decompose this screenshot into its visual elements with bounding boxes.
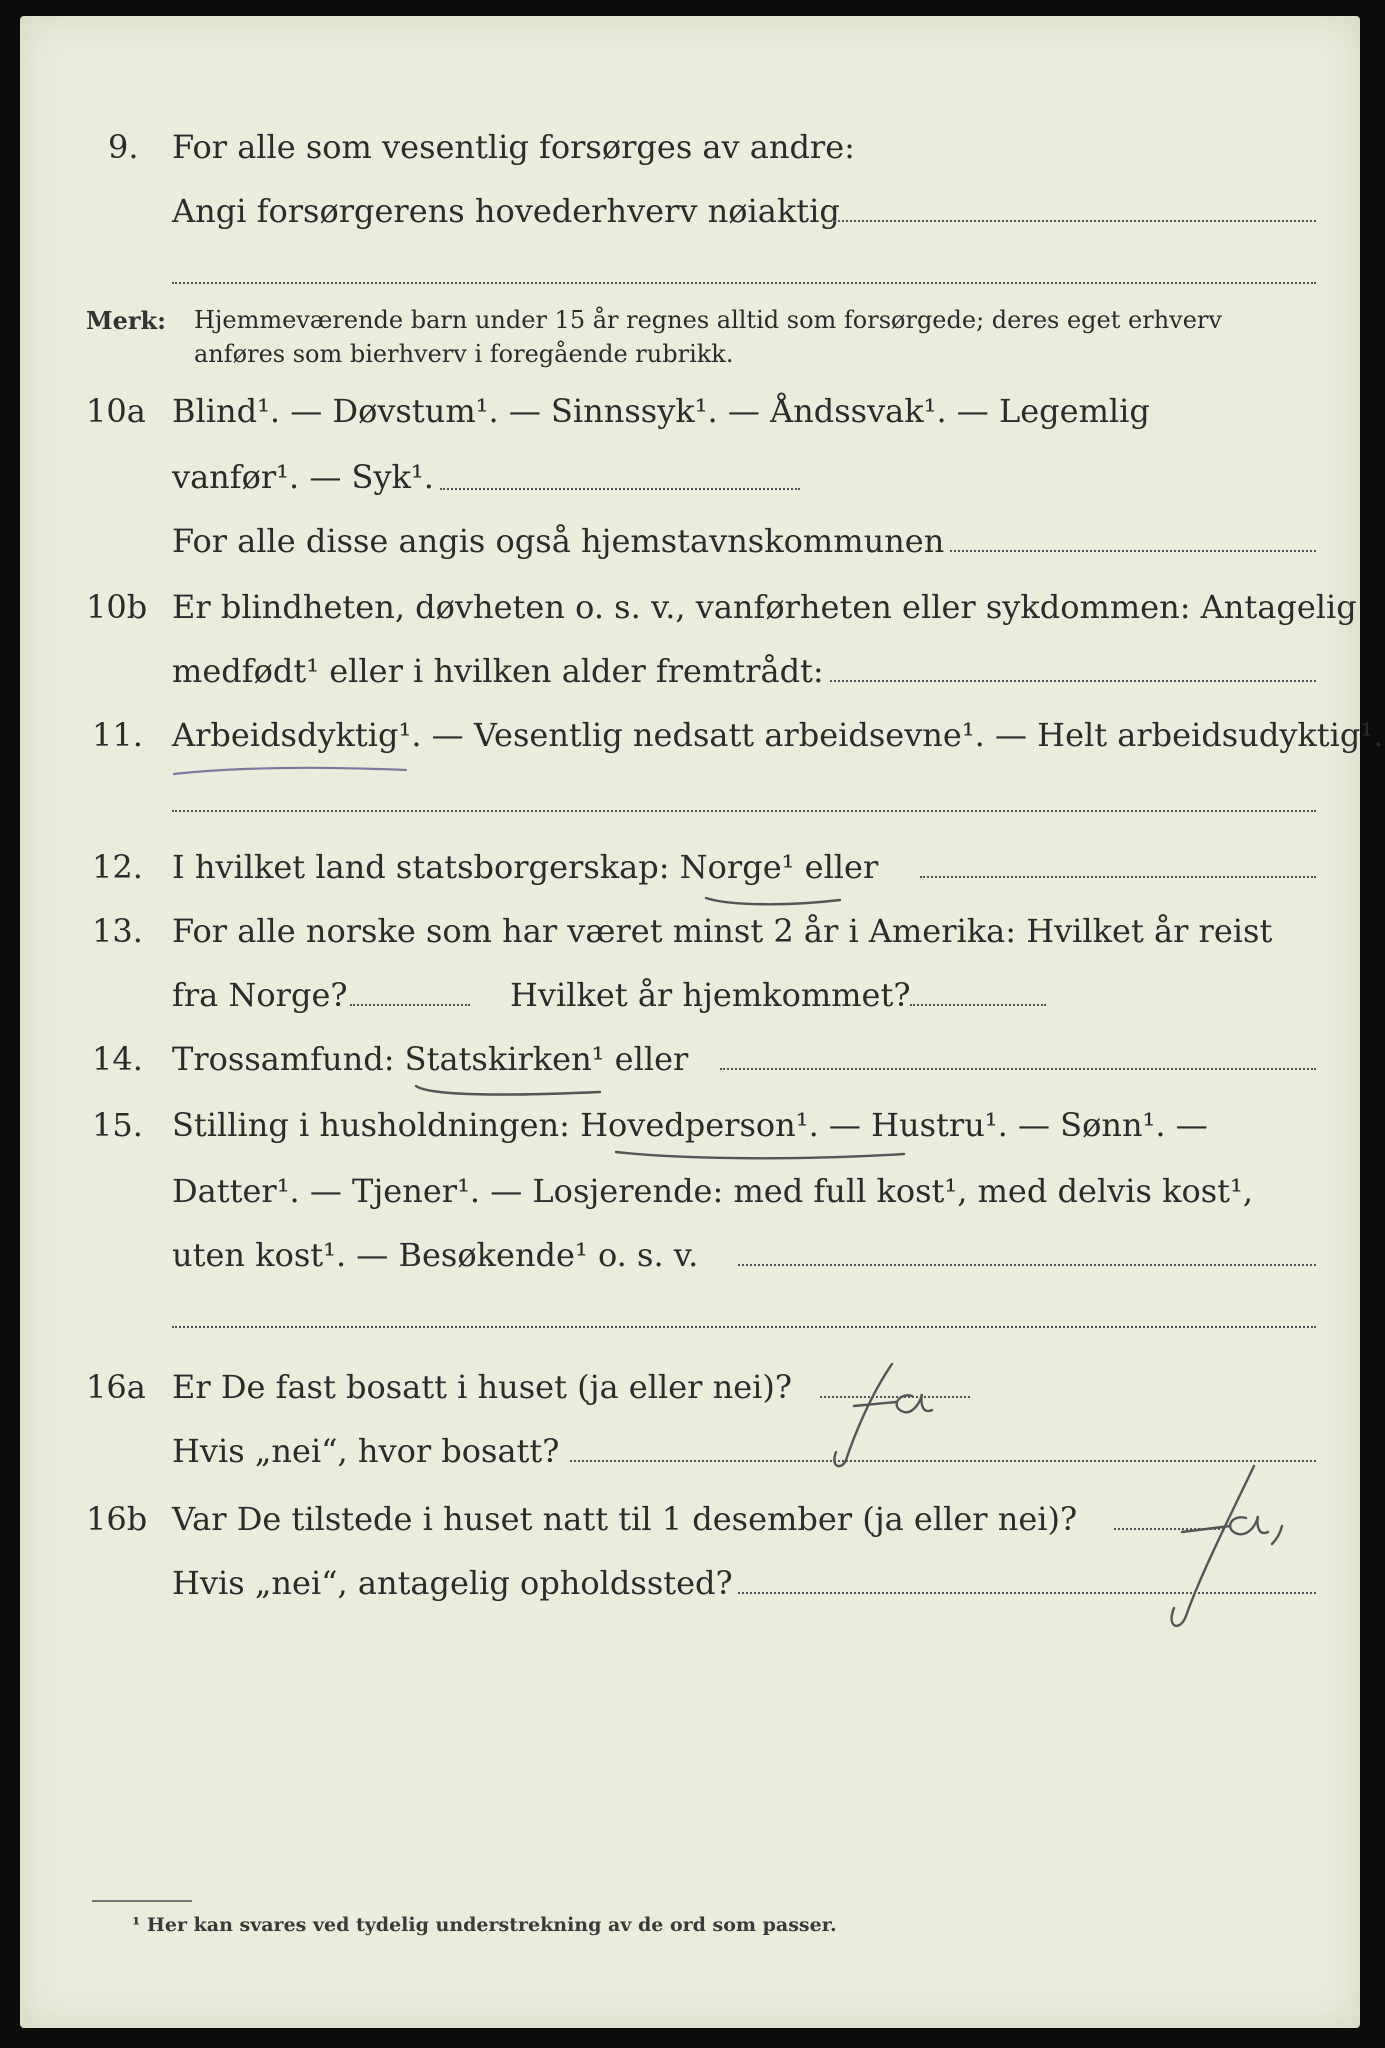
q13-line2b: Hvilket år hjemkommet? [510,976,911,1014]
q10a-number: 10a [86,392,146,430]
q13-number: 13. [92,912,143,950]
q15-hovedperson-underline [610,1140,910,1170]
q13-right-line [910,1004,1046,1006]
q9-answer-line-2 [172,282,1316,284]
q10a-answer-line [440,488,800,490]
q15-line1: Stilling i husholdningen: Hovedperson¹. — Hustru¹. — Sønn¹. — [172,1106,1208,1144]
q16a-number: 16a [86,1368,146,1406]
q10a-line3: For alle disse angis også hjemstavnskommunen [172,522,945,560]
q9-number: 9. [108,128,139,166]
q10a-line2: vanfør¹. — Syk¹. [172,458,434,496]
q16a-line2: Hvis „nei“, hvor bosatt? [172,1432,560,1470]
footnote-rule [92,1900,192,1902]
q15-line2: Datter¹. — Tjener¹. — Losjerende: med full kost¹, med delvis kost¹, [172,1172,1254,1210]
q11-pencil-underline [170,760,410,784]
q16a-answer-handwriting [800,1356,970,1476]
q15-answer-line [738,1264,1316,1266]
q12-answer-line [920,876,1316,878]
merk-line1: Hjemmeværende barn under 15 år regnes alltid som forsørgede; deres eget erhverv [194,306,1222,334]
q14-line1: Trossamfund: Statskirken¹ eller [172,1040,689,1078]
q15-number: 15. [92,1106,143,1144]
q9-line2: Angi forsørgerens hovederhverv nøiaktig [172,192,840,230]
q12-norge-underline [700,882,850,916]
merk-label: Merk: [86,306,166,335]
q13-line1: For alle norske som har været minst 2 år i Amerika: Hvilket år reist [172,912,1273,950]
q14-number: 14. [92,1040,143,1078]
q16b-opholdssted-line [738,1592,1316,1594]
q14-answer-line [720,1068,1316,1070]
q16b-line1: Var De tilstede i huset natt til 1 desember (ja eller nei)? [172,1500,1078,1538]
q15-line3: uten kost¹. — Besøkende¹ o. s. v. [172,1236,699,1274]
q10a-home-line [950,550,1316,552]
footnote: ¹ Her kan svares ved tydelig understrekning av de ord som passer. [132,1914,837,1936]
q10b-answer-line [830,680,1316,682]
q14-statskirken-underline [410,1072,610,1106]
q16b-line2: Hvis „nei“, antagelig opholdssted? [172,1564,733,1602]
q9-answer-line [826,220,1316,222]
q16a-line1: Er De fast bosatt i huset (ja eller nei)? [172,1368,793,1406]
q10b-line2: medfødt¹ eller i hvilken alder fremtrådt: [172,652,824,690]
merk-line2: anføres som bierhverv i foregående rubrikk. [194,340,734,368]
q11-line1: Arbeidsdyktig¹. — Vesentlig nedsatt arbeidsevne¹. — Helt arbeidsudyktig¹. [172,716,1384,754]
q12-number: 12. [92,848,143,886]
q16b-answer-handwriting [1070,1456,1290,1646]
q10a-line1: Blind¹. — Døvstum¹. — Sinnssyk¹. — Åndssvak¹. — Legemlig [172,392,1150,430]
q13-left-line [350,1004,470,1006]
q10b-number: 10b [86,588,148,626]
q15-answer-line-2 [172,1326,1316,1328]
q12-line1: I hvilket land statsborgerskap: Norge¹ eller [172,848,879,886]
q10b-line1: Er blindheten, døvheten o. s. v., vanførheten eller sykdommen: Antagelig [172,588,1357,626]
q16b-number: 16b [86,1500,148,1538]
census-form-page [20,16,1384,2028]
q9-line1: For alle som vesentlig forsørges av andre: [172,128,855,166]
q13-line2a: fra Norge? [172,976,348,1014]
q11-answer-line [172,810,1316,812]
q11-number: 11. [92,716,143,754]
